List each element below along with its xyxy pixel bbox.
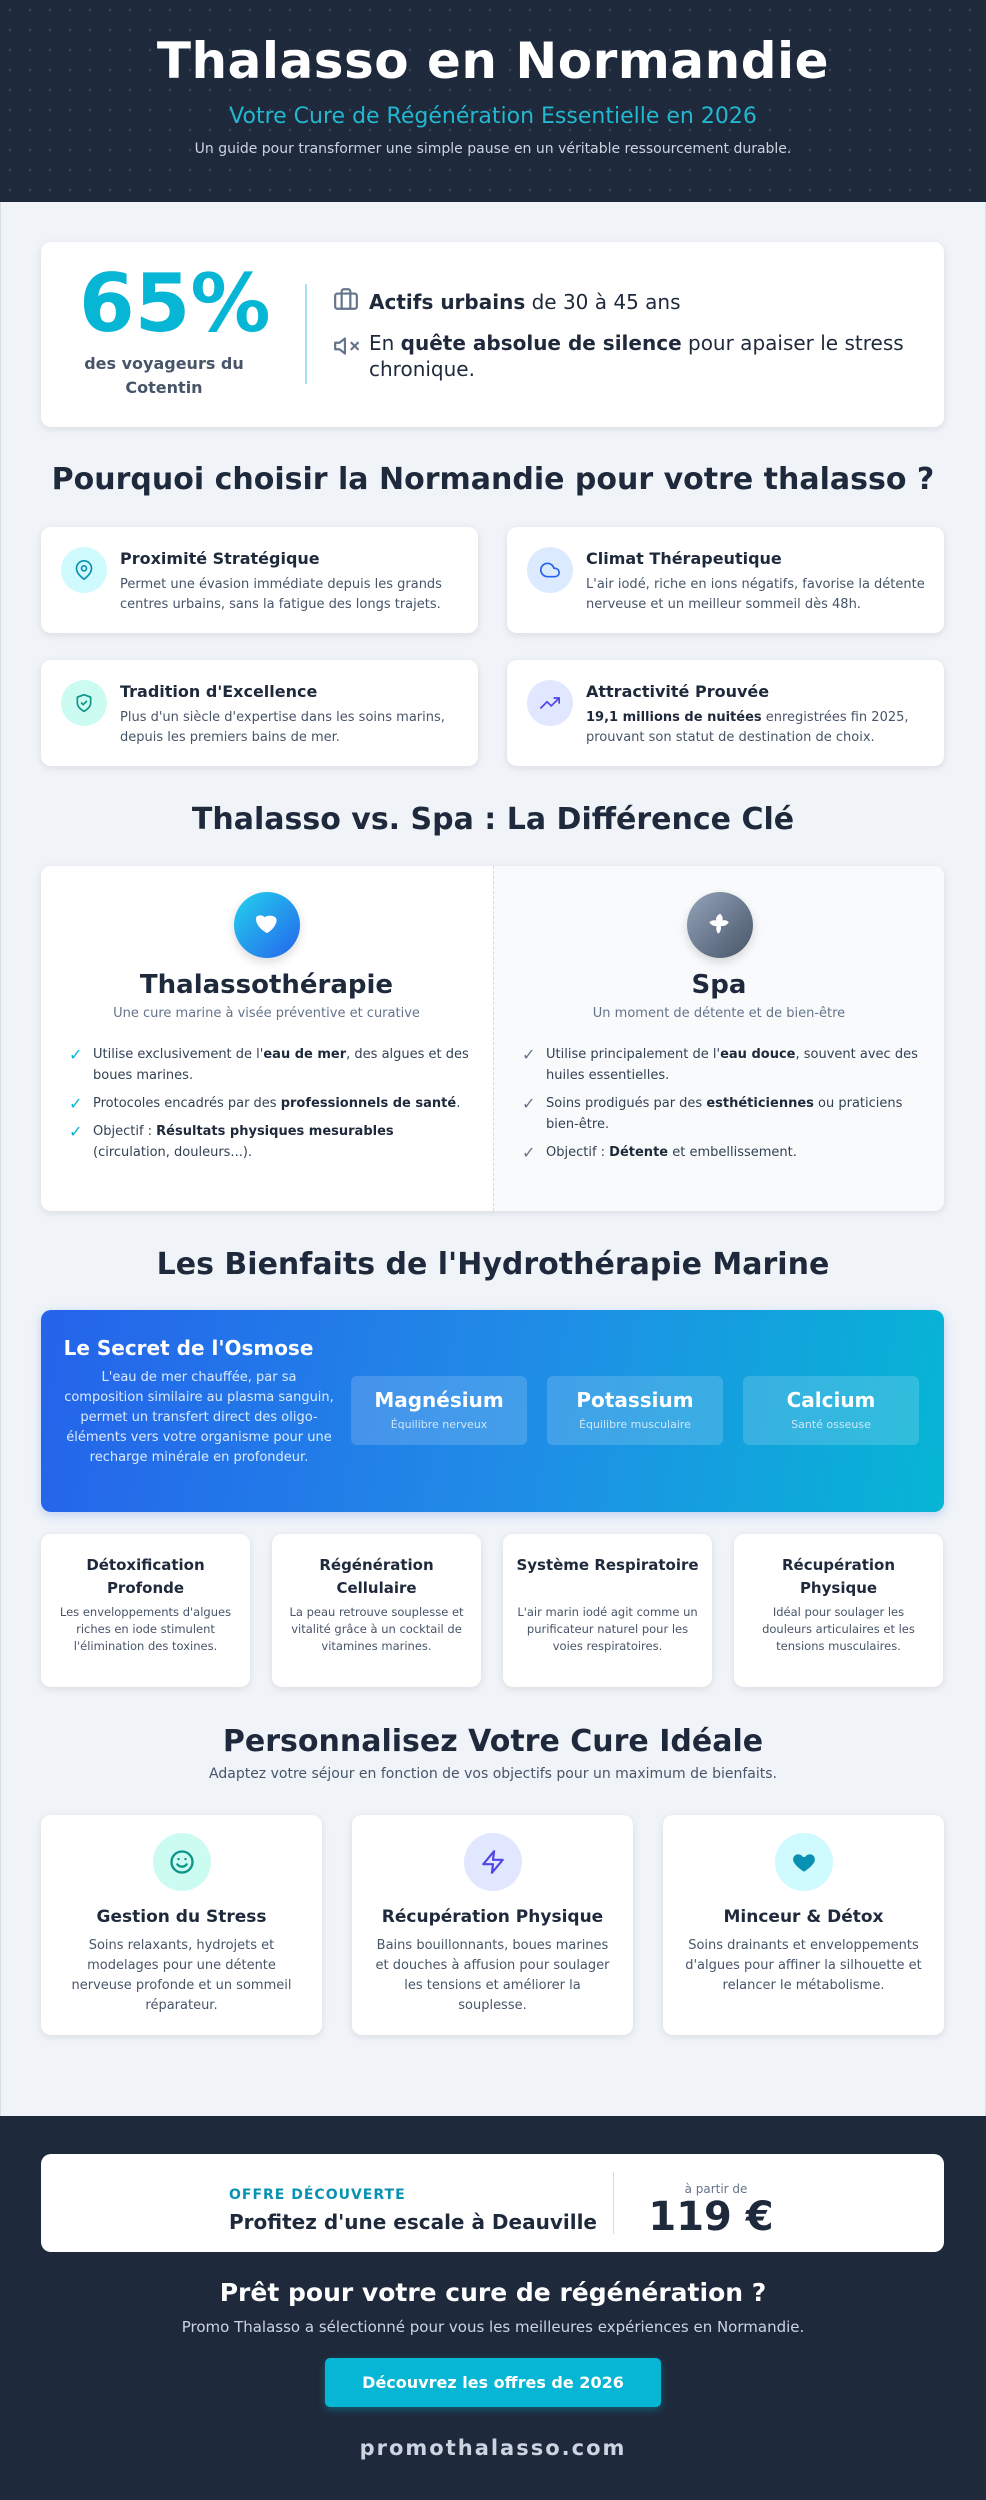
briefcase-icon xyxy=(333,286,369,317)
cta-title: Prêt pour votre cure de régénération ? xyxy=(219,2278,767,2307)
stat-row-age xyxy=(333,286,681,317)
offer-tag: OFFRE DÉCOUVERTE xyxy=(229,2187,406,2203)
stat-row-silence-text: pour apaiser le stress chronique. xyxy=(369,331,904,381)
check-icon: ✓ xyxy=(69,1094,83,1113)
thalasso-points xyxy=(69,1044,469,1170)
spa-tagline: Un moment de détente et de bien-être xyxy=(592,1006,846,1021)
why-card-desc: Permet une évasion immédiate depuis les grands centres urbains, sans la fatigue des longs trajets. xyxy=(120,577,442,612)
stat-row-silence-bold: quête absolue de silence xyxy=(400,331,682,355)
stats-divider xyxy=(305,284,307,384)
shield-check-icon xyxy=(61,680,107,726)
benefit-card-recovery: Récupération Physique Idéal pour soulager les douleurs articulaires et les tensions musculaires. xyxy=(734,1534,943,1687)
page-title: Thalasso en Normandie xyxy=(156,32,830,90)
audience-stats-card xyxy=(41,242,944,427)
check-icon: ✓ xyxy=(69,1045,83,1064)
list-item: ✓ Utilise principalement de l'eau douce, souvent avec des huiles essentielles. xyxy=(522,1045,918,1083)
why-card-attractiveness xyxy=(507,660,944,766)
list-item: ✓ Utilise exclusivement de l'eau de mer, des algues et des boues marines. xyxy=(69,1045,469,1083)
lightning-icon xyxy=(464,1833,522,1891)
thalasso-title: Thalassothérapie xyxy=(139,970,394,1000)
stat-row-age-bold: Actifs urbains xyxy=(369,289,526,314)
spa-points xyxy=(522,1044,922,1170)
stat-percent: 65% xyxy=(79,257,271,350)
spa-flower-icon xyxy=(687,892,753,958)
why-card-tradition xyxy=(41,660,478,766)
why-card-desc: L'air iodé, riche en ions négatifs, favorise la détente nerveuse et un meilleur sommeil dès 48h. xyxy=(586,577,925,612)
why-card-title: Tradition d'Excellence xyxy=(120,682,318,701)
stat-row-silence xyxy=(333,330,913,382)
offer-price: 119 € xyxy=(648,2194,774,2240)
compare-card xyxy=(41,866,944,1211)
cure-card-stress[interactable]: Gestion du Stress Soins relaxants, hydrojets et modelages pour une détente nerveuse profonde et un sommeil réparateur. xyxy=(41,1815,322,2035)
cloud-icon xyxy=(527,547,573,593)
why-card-desc: Plus d'un siècle d'expertise dans les soins marins, depuis les premiers bains de mer. xyxy=(120,710,445,745)
offer-title: Profitez d'une escale à Deauville xyxy=(229,2210,597,2234)
cure-card-recovery[interactable]: Récupération Physique Bains bouillonnants, boues marines et douches à affusion pour soulager les tensions et améliorer la souplesse. xyxy=(352,1815,633,2035)
compare-thalasso-column xyxy=(41,866,492,1211)
why-card-title: Climat Thérapeutique xyxy=(586,549,782,568)
list-item: ✓ Objectif : Résultats physiques mesurables (circulation, douleurs...). xyxy=(69,1122,394,1160)
list-item: ✓ Protocoles encadrés par des professionnels de santé. xyxy=(69,1094,461,1113)
compare-spa-column xyxy=(493,866,944,1211)
osmose-desc: L'eau de mer chauffée, par sa composition similaire au plasma sanguin, permet un transfert direct des oligo-éléments vers votre organisme pour une recharge minérale en profondeur. xyxy=(64,1370,334,1465)
why-section-title: Pourquoi choisir la Normandie pour votre thalasso ? xyxy=(51,462,935,497)
why-card-desc: 19,1 millions de nuitées enregistrées fin 2025, prouvant son statut de destination de choix. xyxy=(586,710,909,745)
offer-divider xyxy=(613,2172,614,2234)
stat-percent-label: des voyageurs du Cotentin xyxy=(84,354,244,397)
thalasso-tagline: Une cure marine à visée préventive et curative xyxy=(113,1006,420,1021)
osmose-banner xyxy=(41,1310,944,1512)
stat-row-age-text: de 30 à 45 ans xyxy=(525,289,681,314)
cta-description: Promo Thalasso a sélectionné pour vous les meilleures expériences en Normandie. xyxy=(181,2318,805,2336)
site-link[interactable]: promothalasso.com xyxy=(359,2436,627,2460)
heart-icon xyxy=(775,1833,833,1891)
why-card-title: Proximité Stratégique xyxy=(120,549,320,568)
check-icon: ✓ xyxy=(522,1143,536,1162)
discover-offers-button[interactable]: Découvrez les offres de 2026 xyxy=(325,2358,661,2407)
list-item: ✓ Soins prodigués par des esthéticiennes ou praticiens bien-être. xyxy=(522,1094,903,1132)
why-card-climate xyxy=(507,527,944,633)
stat-row-silence-prefix: En xyxy=(369,331,401,355)
spa-title: Spa xyxy=(691,970,747,1000)
mute-icon xyxy=(333,330,369,364)
why-card-proximity xyxy=(41,527,478,633)
page-description: Un guide pour transformer une simple pause en un véritable ressourcement durable. xyxy=(194,141,792,157)
personalize-section-title: Personnalisez Votre Cure Idéale xyxy=(222,1724,764,1759)
mineral-potassium: Potassium Équilibre musculaire xyxy=(547,1376,723,1445)
mineral-calcium: Calcium Santé osseuse xyxy=(743,1376,919,1445)
hero-header xyxy=(0,0,986,202)
offer-card[interactable] xyxy=(41,2154,944,2252)
check-icon: ✓ xyxy=(69,1122,83,1141)
personalize-subtitle: Adaptez votre séjour en fonction de vos objectifs pour un maximum de bienfaits. xyxy=(209,1766,777,1782)
benefit-card-respiratory: Système Respiratoire L'air marin iodé agit comme un purificateur naturel pour les voies respiratoires. xyxy=(503,1534,712,1687)
footer xyxy=(0,2116,986,2500)
page-subtitle: Votre Cure de Régénération Essentielle en 2026 xyxy=(229,104,757,129)
trending-up-icon xyxy=(527,680,573,726)
why-card-desc-bold: 19,1 millions de nuitées xyxy=(586,710,762,725)
mineral-magnesium: Magnésium Équilibre nerveux xyxy=(351,1376,527,1445)
shell-icon xyxy=(234,892,300,958)
check-icon: ✓ xyxy=(522,1094,536,1113)
osmose-title: Le Secret de l'Osmose xyxy=(63,1336,314,1360)
compare-section-title: Thalasso vs. Spa : La Différence Clé xyxy=(191,802,795,837)
benefit-card-detox: Détoxification Profonde Les enveloppements d'algues riches en iode stimulent l'élimination des toxines. xyxy=(41,1534,250,1687)
benefits-section-title: Les Bienfaits de l'Hydrothérapie Marine xyxy=(156,1247,830,1282)
map-pin-icon xyxy=(61,547,107,593)
check-icon: ✓ xyxy=(522,1045,536,1064)
smile-icon xyxy=(153,1833,211,1891)
benefit-card-regeneration: Régénération Cellulaire La peau retrouve souplesse et vitalité grâce à un cocktail de vitamines marines. xyxy=(272,1534,481,1687)
cure-card-detox[interactable]: Minceur & Détox Soins drainants et enveloppements d'algues pour affiner la silhouette et relancer le métabolisme. xyxy=(663,1815,944,2035)
list-item: ✓ Objectif : Détente et embellissement. xyxy=(522,1143,797,1162)
why-card-title: Attractivité Prouvée xyxy=(586,682,770,701)
price-prefix: à partir de xyxy=(684,2182,748,2196)
